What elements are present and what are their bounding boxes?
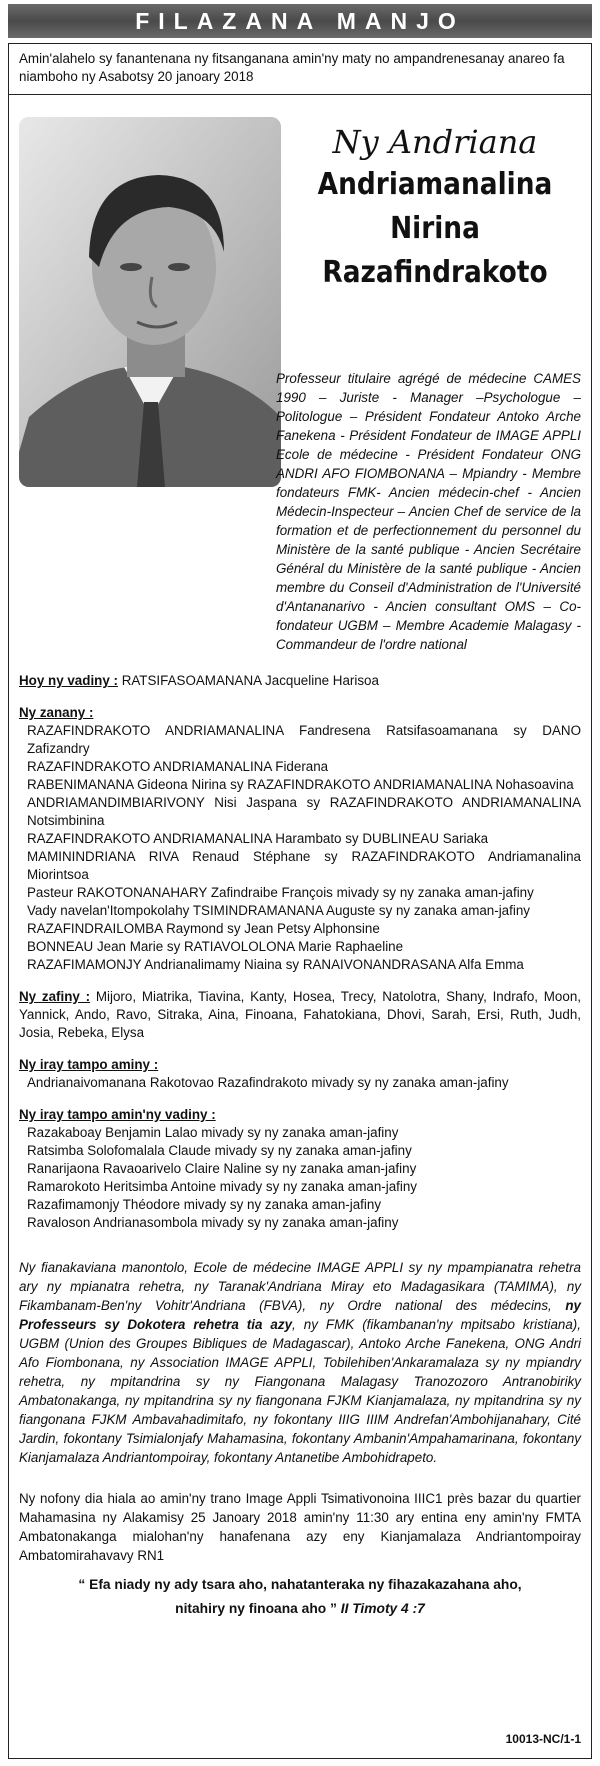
deceased-name-line: Razafindrakoto <box>322 255 548 290</box>
child-entry: MAMININDRIANA RIVA Renaud Stéphane sy RAZAFINDRAKOTO Andriamanalina Miorintsoa <box>27 849 581 882</box>
siblings-list <box>19 1074 581 1092</box>
child-entry: RAZAFINDRAILOMBA Raymond sy Jean Petsy Alphonsine <box>27 921 380 936</box>
grandchildren-label: Ny zafiny : <box>19 989 91 1004</box>
deceased-name-line: Nirina <box>390 211 480 246</box>
quote-reference: II Timoty 4 :7 <box>340 1601 425 1616</box>
children-section <box>19 704 581 974</box>
child-entry: RAZAFINDRAKOTO ANDRIAMANALINA Fandresena Ratsifasoamanana sy DANO Zafizandry <box>27 723 581 756</box>
intro-text: Amin'alahelo sy fanantenana ny fitsanganana amin'ny maty no ampandrenesanay anareo fa niamboho ny Asabotsy 20 janoary 2018 <box>9 50 591 95</box>
children-list <box>19 722 581 974</box>
deceased-name-line: Andriamanalina <box>317 167 553 202</box>
children-label: Ny zanany : <box>19 705 94 720</box>
spouse-siblings-label: Ny iray tampo amin'ny vadiny : <box>19 1107 216 1122</box>
portrait-illustration <box>19 117 281 487</box>
grandchildren-names: Mijoro, Miatrika, Tiavina, Kanty, Hosea, Trecy, Natolotra, Shany, Indrafo, Moon, Yannick, Ando, Ravo, Sitraka, Aina, Finoana, Fahatokiana, Dhovi, Sarah, Ersi, Ruth, Judh, Josia, Rebeka, Elysa <box>19 989 581 1040</box>
child-entry: Vady navelan'Itompokolahy TSIMINDRAMANANA Auguste sy ny zanaka aman-jafiny <box>27 903 530 918</box>
family-paragraph-part1: Ny fianakaviana manontolo, Ecole de médecine IMAGE APPLI sy ny mpampianatra rehetra ary ny mpianatra rehetra, ny Taranak'Andriana Miray eto Madagasikara (TAMIMA), ny Fikambanam-Ben'ny Vohitr'Andriana (FBVA), ny Ordre national des médecins, <box>19 1260 581 1313</box>
spouse-sibling-entry: Ranarijaona Ravaoarivelo Claire Naline sy ny zanaka aman-jafiny <box>27 1161 417 1176</box>
sibling-entry: Andrianaivomanana Rakotovao Razafindrakoto mivady sy ny zanaka aman-jafiny <box>27 1075 509 1090</box>
child-entry: ANDRIAMANDIMBIARIVONY Nisi Jaspana sy RAZAFINDRAKOTO ANDRIAMANALINA Notsimbinina <box>27 795 581 828</box>
child-entry: RAZAFINDRAKOTO ANDRIAMANALINA Harambato sy DUBLINEAU Sariaka <box>27 831 489 846</box>
banner-title: FILAZANA MANJO <box>135 7 465 34</box>
quote-line-2: nitahiry ny finoana aho ” <box>175 1601 337 1616</box>
spouse-siblings-list <box>19 1124 581 1232</box>
spouse-sibling-entry: Razakaboay Benjamin Lalao mivady sy ny zanaka aman-jafiny <box>27 1125 399 1140</box>
spouse-siblings-section <box>19 1106 581 1232</box>
child-entry: Pasteur RAKOTONANAHARY Zafindraibe François mivady sy ny zanaka aman-jafiny <box>27 885 534 900</box>
spouse-name: RATSIFASOAMANANA Jacqueline Harisoa <box>121 673 379 688</box>
spouse-sibling-entry: Ratsimba Solofomalala Claude mivady sy ny zanaka aman-jafiny <box>27 1143 412 1158</box>
portrait-photo <box>19 117 281 487</box>
spouse-section <box>19 672 581 690</box>
reference-code: 10013-NC/1-1 <box>505 1732 581 1746</box>
family-paragraph-part2: , ny FMK (fikambanan'ny mpitsabo kristiana), UGBM (Union des Groupes Bibliques de Madagascar), Antoko Arche Fanekena, ONG Andri Afo Fiombonana, ny Association IMAGE APPLI, Tobilehiben'Ankaramalaza sy ny mpiandry rehetra, ny mpitandrina sy ny Fiangonana Malagasy Tranozozoro Antranobiriky Ambatonakanga, ny mpitandrina sy ny fiangonana FJKM Kianjamalaza, ny mpitandrina sy ny fiangonana FJKM Ambavahadimitafo, ny fokontany IIIG IIIM Andrefan'Ambohijanahary, Cité Jardin, fokontany Tsimialonjafy Mahamasina, fokontany Ambanin'Ampahamarinana, fokontany Kianjamalaza Andriantompoiray, fokontany Antanetibe Ambohidrapeto. <box>19 1317 581 1465</box>
child-entry: RAZAFINDRAKOTO ANDRIAMANALINA Fiderana <box>27 759 329 774</box>
deceased-titles: Professeur titulaire agrégé de médecine CAMES 1990 – Juriste - Manager –Psychologue – Politologue – Président Fondateur Antoko Arche Fanekena - Président Fondateur de IMAGE APPLI Ecole de médecine - Président Fondateur ONG ANDRI AFO FIOMBONANA – Mpiandry - Membre fondateurs FMK- Ancien médecin-chef - Ancien Médecin-Inspecteur – Ancien Chef de service de la formation et de perfectionnement du personnel du Ministère de la santé publique - Ancien Secrétaire Général du Ministère de la santé publique - Ancien membre du Conseil d'Administration de l'Université d'Antananarivo - Ancien consultant OMS – Co-fondateur UGBM – Membre Academie Malagasy - Commandeur de l'ordre national <box>276 371 581 652</box>
honorific: Ny Andriana <box>332 123 538 161</box>
siblings-section <box>19 1056 581 1092</box>
quote-line-1: “ Efa niady ny ady tsara aho, nahatanteraka ny fihazakazahana aho, <box>78 1577 522 1592</box>
spouse-sibling-entry: Ravaloson Andrianasombola mivady sy ny zanaka aman-jafiny <box>27 1215 399 1230</box>
grandchildren-section <box>19 988 581 1042</box>
family-paragraph-bold: ny Professeurs sy Dokotera rehetra tia azy <box>19 1298 581 1332</box>
child-entry: RAZAFIMAMONJY Andrianalimamy Niaina sy RANAIVONANDRASANA Alfa Emma <box>27 957 524 972</box>
spouse-label: Hoy ny vadiny : <box>19 673 118 688</box>
funeral-paragraph: Ny nofony dia hiala ao amin'ny trano Image Appli Tsimativonoina IIIC1 près bazar du quartier Mahamasina ny Alakamisy 25 Janoary 2018 amin'ny 11:30 ary entina eny amin'ny FMTA Ambatonakanga mialohan'ny hanafenana azy eny Kianjamalaza Andriantompoiray Ambatomirahavavy RN1 <box>19 1491 581 1563</box>
siblings-label: Ny iray tampo aminy : <box>19 1057 159 1072</box>
notice-box <box>8 43 592 1759</box>
header-banner <box>8 4 592 38</box>
spouse-sibling-entry: Razafimamonjy Théodore mivady sy ny zanaka aman-jafiny <box>27 1197 382 1212</box>
child-entry: RABENIMANANA Gideona Nirina sy RAZAFINDRAKOTO ANDRIAMANALINA Nohasoavina <box>27 777 574 792</box>
family-paragraph <box>19 1258 581 1467</box>
child-entry: BONNEAU Jean Marie sy RATIAVOLOLONA Marie Raphaeline <box>27 939 404 954</box>
scripture-quote <box>19 1573 581 1621</box>
spouse-sibling-entry: Ramarokoto Heritsimba Antoine mivady sy ny zanaka aman-jafiny <box>27 1179 417 1194</box>
